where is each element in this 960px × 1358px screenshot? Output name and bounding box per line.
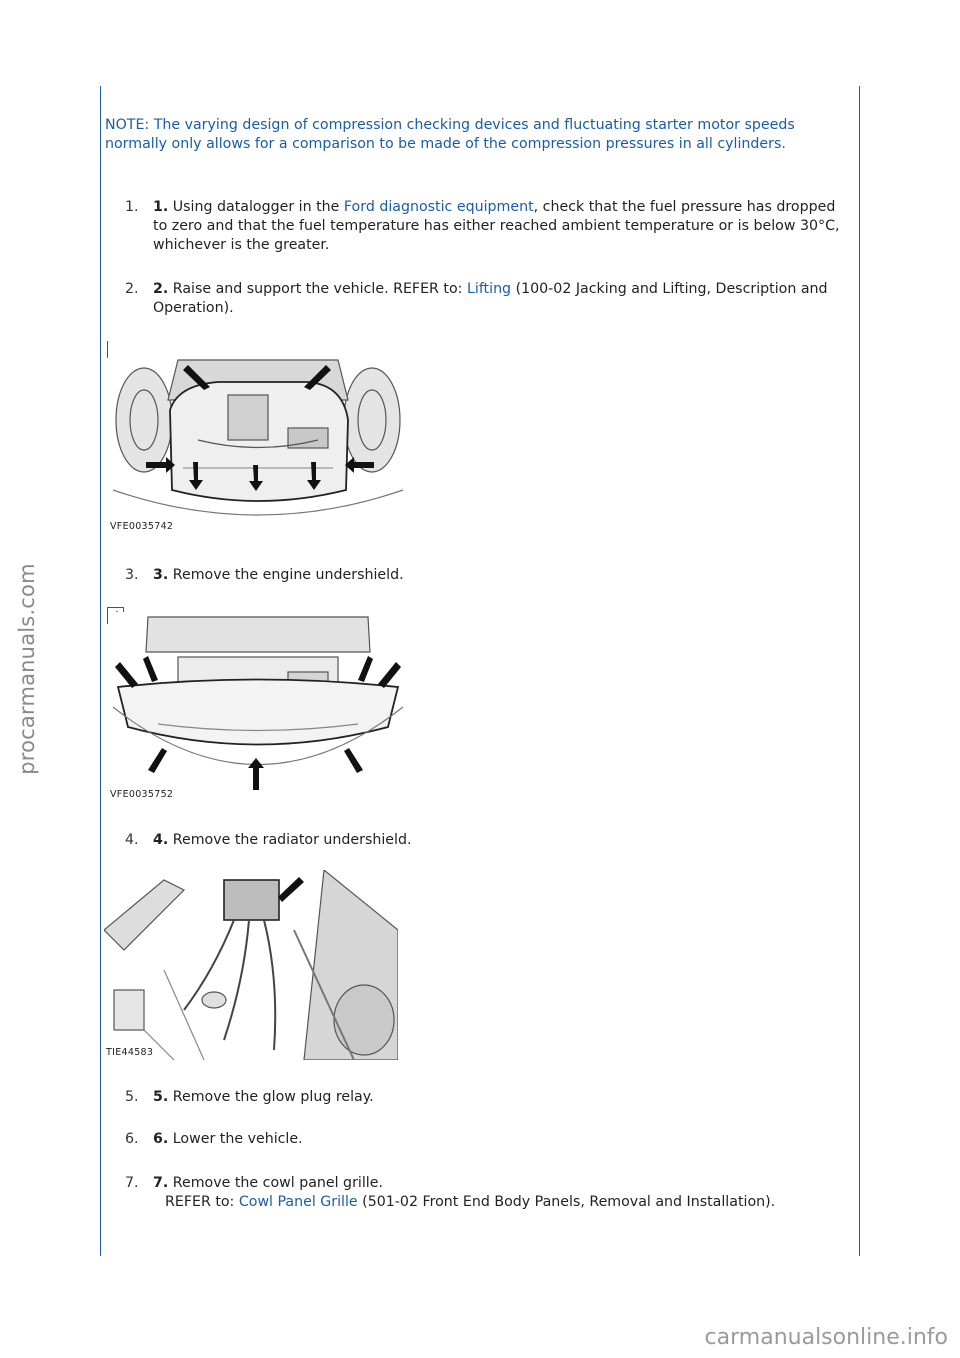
step-number: 2.: [125, 281, 139, 297]
step-text-part: , check that the fuel pressure has dropped to zero and that the fuel temperature has either reached ambient temperature or is below 30°C, whichever is the greater.: [153, 199, 840, 253]
step-number: 4.: [125, 832, 139, 848]
side-watermark: procarmanuals.com: [15, 563, 39, 775]
step-bold-number: 7.: [153, 1175, 169, 1191]
step-text: [153, 1088, 843, 1107]
step-number: 7.: [125, 1175, 139, 1191]
step-text-part: Raise and support the vehicle. REFER to:: [168, 281, 467, 297]
step-text-part: Remove the cowl panel grille.: [168, 1175, 383, 1191]
step-text-part: (100-02 Jacking and Lifting, Description and Operation).: [153, 281, 828, 316]
step-reference: [153, 1193, 843, 1212]
step-bold-number: 1.: [153, 199, 169, 215]
figure-id: TIE44583: [106, 1047, 154, 1058]
note-paragraph: NOTE: The varying design of compression checking devices and fluctuating starter motor speeds normally only allows for a comparison to be made of the compression pressures in all cylinders.: [105, 117, 795, 152]
step-text-part: Using datalogger in the: [168, 199, 344, 215]
step-number: 6.: [125, 1131, 139, 1147]
step-text-part: Remove the glow plug relay.: [168, 1089, 374, 1105]
step-bold-number: 4.: [153, 832, 169, 848]
step-text: [153, 280, 843, 318]
step-number: 3.: [125, 567, 139, 583]
step-bold-number: 6.: [153, 1131, 169, 1147]
left-margin-rule: [100, 86, 101, 1256]
step-text-part: (501-02 Front End Body Panels, Removal and Installation).: [357, 1194, 776, 1210]
step-bold-number: 5.: [153, 1089, 169, 1105]
lifting-link[interactable]: Lifting: [466, 281, 512, 297]
step-bold-number: 3.: [153, 567, 169, 583]
cowl-panel-grille-link[interactable]: Cowl Panel Grille: [238, 1194, 358, 1210]
step-text-part: Lower the vehicle.: [168, 1131, 303, 1147]
step-text: [153, 831, 843, 850]
step-text-part: REFER to:: [165, 1194, 239, 1210]
step-bold-number: 2.: [153, 281, 169, 297]
step-number: 5.: [125, 1089, 139, 1105]
right-margin-rule: [859, 86, 860, 1256]
step-text-part: Remove the radiator undershield.: [168, 832, 412, 848]
step-text-part: Remove the engine undershield.: [168, 567, 404, 583]
figure-id: VFE0035752: [110, 789, 174, 800]
step-text: [153, 566, 843, 585]
step-text: [153, 198, 843, 255]
glow-plug-relay-figure: [104, 870, 398, 1060]
bottom-watermark: carmanualsonline.info: [704, 1325, 948, 1350]
ford-diagnostic-equipment-link[interactable]: Ford diagnostic equipment: [343, 199, 534, 215]
engine-undershield-figure: [108, 340, 408, 534]
figure-id: VFE0035742: [110, 521, 174, 532]
step-text: [153, 1130, 843, 1149]
radiator-undershield-figure: [108, 612, 408, 802]
step-number: 1.: [125, 199, 139, 215]
step-text: [153, 1174, 843, 1212]
